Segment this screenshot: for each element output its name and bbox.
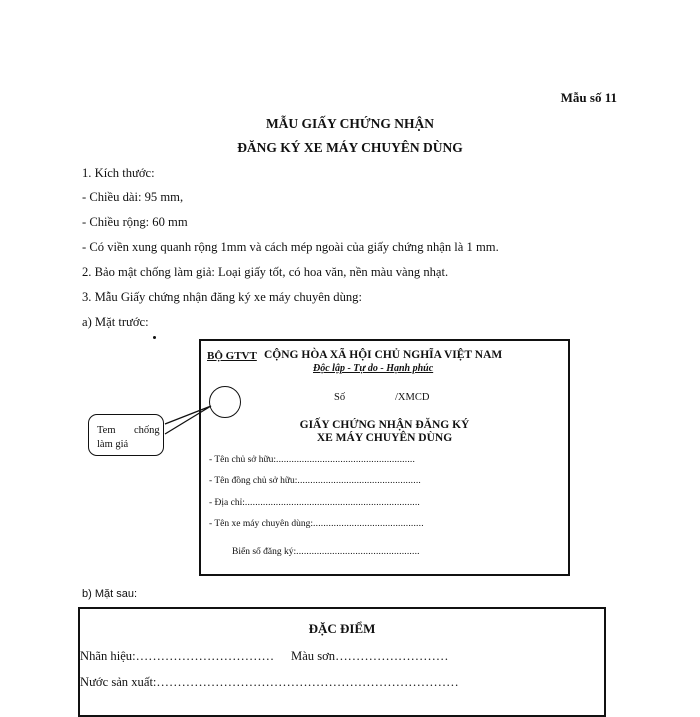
size-border: - Có viền xung quanh rộng 1mm và cách mép ngoài của giấy chứng nhận là 1 mm.: [82, 240, 499, 254]
back-country-field: Nước sản xuất:………………………………………………………………: [80, 675, 459, 689]
card-title: GIẤY CHỨNG NHẬN ĐĂNG KÝ: [299, 419, 470, 431]
back-side-label: b) Mặt sau:: [82, 588, 138, 600]
document-title: MẪU GIẤY CHỨNG NHẬN: [265, 116, 435, 131]
document-subtitle: ĐĂNG KÝ XE MÁY CHUYÊN DÙNG: [237, 140, 463, 155]
anti-counterfeit-callout: [88, 414, 164, 456]
field-co-owner-label: - Tên đồng chủ sở hữu:: [209, 476, 298, 486]
card-nation-header: CỘNG HÒA XÃ HỘI CHỦ NGHĨA VIỆT NAM: [264, 349, 503, 361]
anti-counterfeit-stamp-circle: [209, 386, 241, 418]
field-address-dots: ....................................................................: [244, 498, 420, 508]
field-co-owner: [209, 476, 421, 486]
card-motto: Độc lập - Tự do - Hạnh phúc: [313, 363, 434, 374]
field-vehicle-name: [209, 519, 424, 529]
callout-word-tem: Tem: [97, 425, 116, 436]
size-width: - Chiều rộng: 60 mm: [82, 215, 188, 229]
section-size: 1. Kích thước:: [82, 166, 155, 180]
card-ministry: BỘ GTVT: [207, 350, 257, 362]
field-plate-label: Biển số đăng ký:: [232, 547, 297, 557]
front-side-label: a) Mặt trước:: [82, 315, 149, 329]
back-paint-field: Màu sơn………………………: [291, 649, 449, 663]
field-address-label: - Địa chỉ:: [209, 498, 245, 508]
certificate-front-card: [199, 339, 570, 576]
field-owner-label: - Tên chủ sở hữu:: [209, 455, 276, 465]
field-co-owner-dots: ................................................: [297, 476, 421, 486]
field-owner-dots: ......................................................: [276, 455, 416, 465]
field-vehicle-name-dots: ...........................................: [313, 519, 424, 529]
field-vehicle-name-label: - Tên xe máy chuyên dùng:: [209, 519, 314, 529]
certificate-back-card: [78, 607, 606, 717]
callout-word-lam-gia: làm giả: [97, 439, 129, 450]
back-brand-field: Nhãn hiệu:……………………………: [80, 649, 275, 663]
size-length: - Chiều dài: 95 mm,: [82, 190, 184, 204]
callout-word-chong: chống: [134, 425, 160, 436]
card-number-code: /XMCD: [395, 392, 430, 403]
field-owner: [209, 455, 415, 465]
field-plate: [232, 547, 420, 557]
back-title: ĐẶC ĐIỂM: [308, 621, 376, 636]
scan-dot: [153, 336, 156, 339]
card-number-label: Số: [334, 392, 346, 403]
card-subtitle: XE MÁY CHUYÊN DÙNG: [316, 432, 453, 444]
section-sample: 3. Mẫu Giấy chứng nhận đăng ký xe máy chuyên dùng:: [82, 290, 362, 304]
field-plate-dots: ................................................: [296, 547, 420, 557]
form-number: Mẫu số 11: [560, 90, 617, 105]
section-security: 2. Bảo mật chống làm giả: Loại giấy tốt, có hoa văn, nền màu vàng nhạt.: [82, 265, 449, 279]
field-address: [209, 498, 420, 508]
